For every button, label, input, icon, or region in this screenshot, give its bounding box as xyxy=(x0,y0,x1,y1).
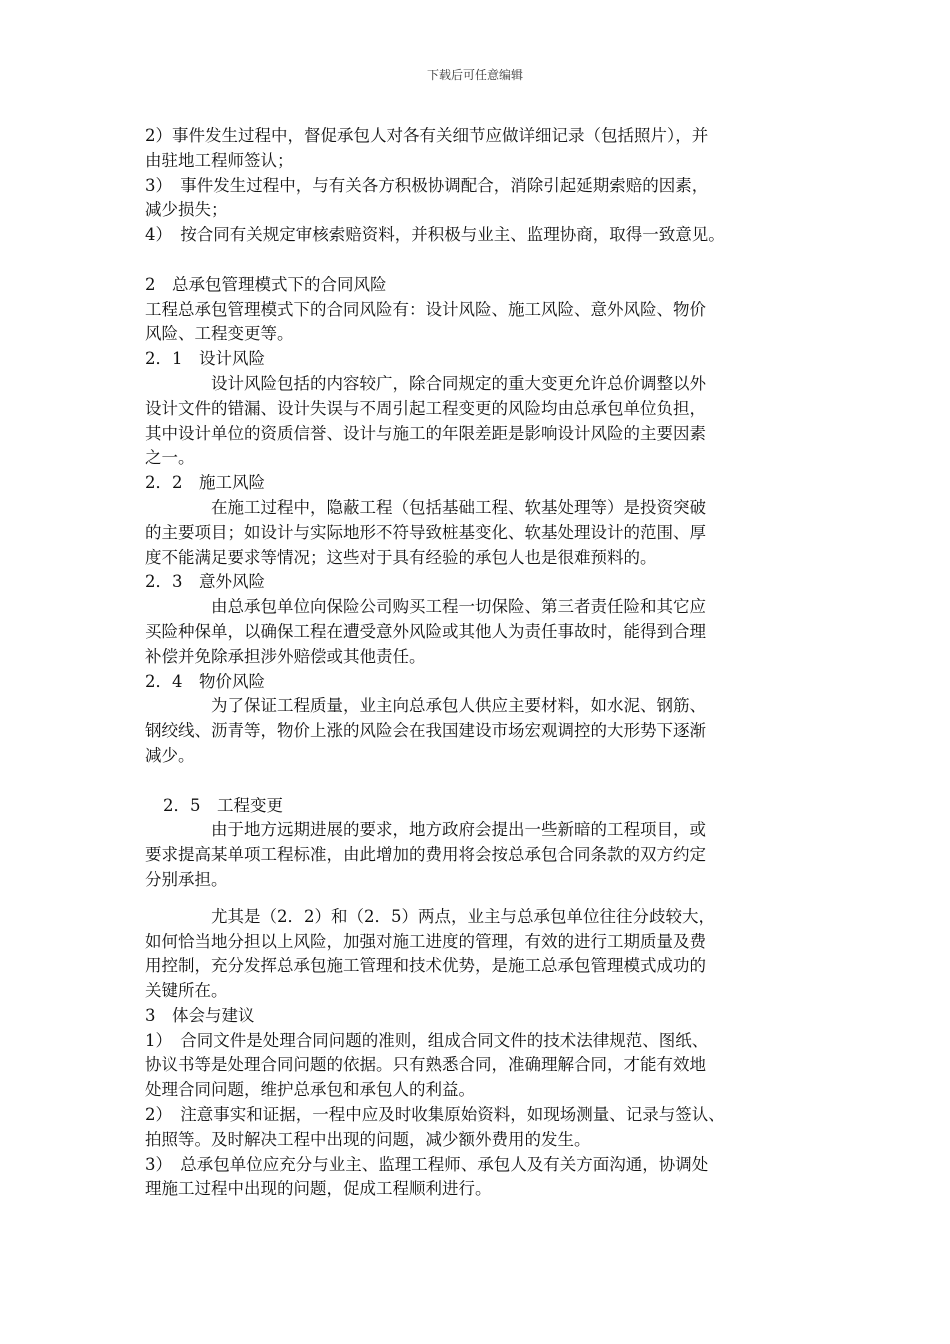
text-line: 补偿并免除承担涉外赔偿或其他责任。 xyxy=(145,646,426,666)
list-item-3 xyxy=(145,174,825,224)
text-line: 由于地方远期进展的要求，地方政府会提出一些新暗的工程项目，或 xyxy=(211,820,706,840)
text-line: 2）事件发生过程中，督促承包人对各有关细节应做详细记录（包括照片），并 xyxy=(145,126,709,145)
document-body xyxy=(145,124,825,1202)
text-line: 风险、工程变更等。 xyxy=(145,324,294,344)
paragraph xyxy=(145,818,825,892)
text-line: 尤其是（2．2）和（2．5）两点，业主与总承包单位往往分歧较大， xyxy=(211,906,715,926)
spacer xyxy=(145,893,825,905)
text-line: 2） 注意事实和证据，一程中应及时收集原始资料，如现场测量、记录与签认、 xyxy=(145,1105,725,1125)
subsection-heading: 2．3 意外风险 xyxy=(145,572,265,592)
text-line: 减少。 xyxy=(145,745,195,765)
text-line: 处理合同问题，维护总承包和承包人的利益。 xyxy=(145,1080,475,1100)
text-line: 的主要项目；如设计与实际地形不符导致桩基变化、软基处理设计的范围、厚 xyxy=(145,522,706,542)
text-line: 3） 总承包单位应充分与业主、监理工程师、承包人及有关方面沟通，协调处 xyxy=(145,1154,709,1174)
text-line: 度不能满足要求等情况；这些对于具有经验的承包人也是很难预料的。 xyxy=(145,547,657,567)
text-line: 协议书等是处理合同问题的依据。只有熟悉合同，准确理解合同，才能有效地 xyxy=(145,1055,706,1075)
paragraph xyxy=(145,905,825,1004)
text-line: 3） 事件发生过程中，与有关各方积极协调配合，消除引起延期索赔的因素， xyxy=(145,175,709,195)
subsection-heading: 2．5 工程变更 xyxy=(163,795,283,815)
text-line: 买险种保单，以确保工程在遭受意外风险或其他人为责任事故时，能得到合理 xyxy=(145,621,706,641)
text-line: 理施工过程中出现的问题，促成工程顺利进行。 xyxy=(145,1179,492,1199)
text-line: 用控制，充分发挥总承包施工管理和技术优势，是施工总承包管理模式成功的 xyxy=(145,956,706,976)
text-line: 由总承包单位向保险公司购买工程一切保险、第三者责任险和其它应 xyxy=(211,597,706,617)
text-line: 如何恰当地分担以上风险，加强对施工进度的管理，有效的进行工期质量及费 xyxy=(145,931,706,951)
text-line: 之一。 xyxy=(145,448,195,468)
paragraph xyxy=(145,372,825,471)
list-item-1 xyxy=(145,1029,825,1103)
subsection-heading: 2．2 施工风险 xyxy=(145,473,265,493)
text-line: 其中设计单位的资质信誉、设计与施工的年限差距是影响设计风险的主要因素 xyxy=(145,423,706,443)
text-line: 在施工过程中，隐蔽工程（包括基础工程、软基处理等）是投资突破 xyxy=(211,497,706,517)
list-item-3 xyxy=(145,1153,825,1203)
list-item-2 xyxy=(145,1103,825,1153)
paragraph xyxy=(145,595,825,669)
text-line: 钢绞线、沥青等，物价上涨的风险会在我国建设市场宏观调控的大形势下逐渐 xyxy=(145,721,706,741)
paragraph xyxy=(145,496,825,570)
text-line: 分别承担。 xyxy=(145,869,228,889)
paragraph xyxy=(145,298,825,348)
subsection-heading: 2．4 物价风险 xyxy=(145,671,265,691)
text-line: 拍照等。及时解决工程中出现的问题，减少额外费用的发生。 xyxy=(145,1129,591,1149)
text-line: 1） 合同文件是处理合同问题的准则，组成合同文件的技术法律规范、图纸、 xyxy=(145,1030,709,1050)
text-line: 设计文件的错漏、设计失误与不周引起工程变更的风险均由总承包单位负担， xyxy=(145,398,706,418)
text-line: 由驻地工程师签认； xyxy=(145,150,294,170)
spacer xyxy=(145,248,825,273)
text-line: 减少损失； xyxy=(145,200,228,220)
list-item-2 xyxy=(145,124,825,174)
paragraph xyxy=(145,694,825,768)
text-line: 为了保证工程质量，业主向总承包人供应主要材料，如水泥、钢筋、 xyxy=(211,696,706,716)
section-heading: 2 总承包管理模式下的合同风险 xyxy=(145,274,387,294)
spacer xyxy=(145,769,825,794)
text-line: 工程总承包管理模式下的合同风险有：设计风险、施工风险、意外风险、物价 xyxy=(145,299,706,319)
section-heading: 3 体会与建议 xyxy=(145,1005,255,1025)
text-line: 要求提高某单项工程标准，由此增加的费用将会按总承包合同条款的双方约定 xyxy=(145,845,706,865)
text-line: 关键所在。 xyxy=(145,981,228,1001)
page-header: 下载后可任意编辑 xyxy=(426,68,523,82)
text-line: 4） 按合同有关规定审核索赔资料，并积极与业主、监理协商，取得一致意见。 xyxy=(145,225,725,245)
subsection-heading: 2．1 设计风险 xyxy=(145,349,265,369)
list-item-4 xyxy=(145,223,825,248)
text-line: 设计风险包括的内容较广，除合同规定的重大变更允许总价调整以外 xyxy=(211,373,706,393)
